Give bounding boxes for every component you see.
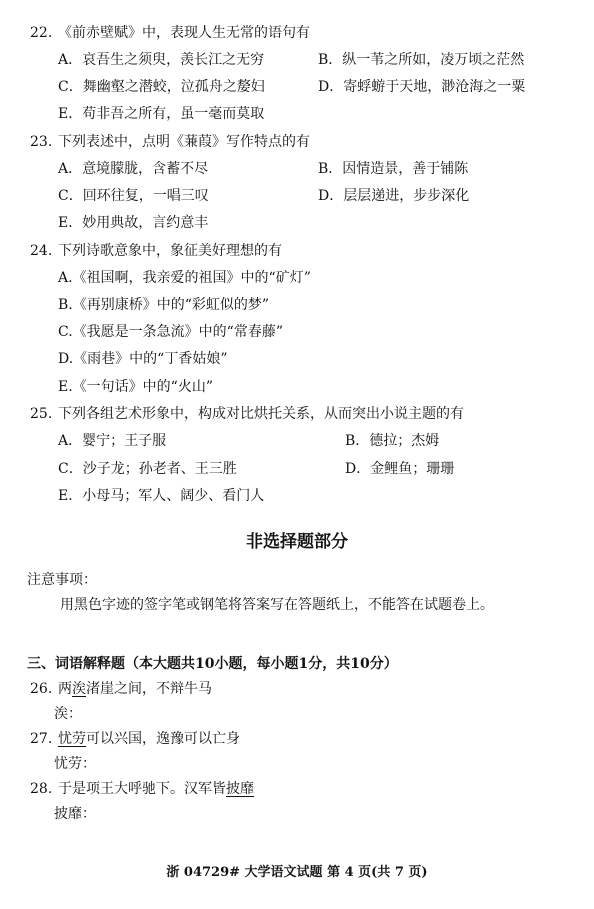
sentence-post: 可以兴国，逸豫可以亡身 bbox=[86, 731, 240, 747]
option-c: C．回环往复，一唱三叹 bbox=[58, 188, 209, 204]
question-25-stem-row bbox=[0, 404, 594, 424]
question-number: 22. bbox=[30, 25, 53, 41]
question-23-stem-row bbox=[0, 132, 594, 152]
question-26-row bbox=[0, 679, 594, 699]
sentence-pre: 两 bbox=[58, 681, 72, 697]
question-25-options-row-1 bbox=[0, 431, 594, 451]
question-23-options-row-1 bbox=[0, 159, 594, 179]
question-number: 26. bbox=[30, 681, 53, 697]
option-c: C．舞幽壑之潜蛟，泣孤舟之嫠妇 bbox=[58, 79, 265, 95]
option-b: B．因情造景，善于铺陈 bbox=[318, 161, 469, 177]
answer-label: 忧劳： bbox=[54, 756, 96, 772]
question-22-options-row-2 bbox=[0, 77, 594, 97]
option-e: E.《一句话》中的“火山” bbox=[58, 379, 213, 395]
question-24-option-b-row bbox=[0, 295, 594, 315]
question-24-option-d-row bbox=[0, 349, 594, 369]
question-24-stem-row bbox=[0, 241, 594, 261]
sentence-pre: 于是项王大呼驰下。汉军皆 bbox=[58, 781, 226, 797]
question-sentence bbox=[58, 682, 212, 696]
option-d: D．寄蜉蝣于天地，渺沧海之一粟 bbox=[318, 79, 526, 95]
question-25-options-row-2 bbox=[0, 459, 594, 479]
option-e: E．妙用典故，言约意丰 bbox=[58, 215, 209, 231]
question-22-options-row-1 bbox=[0, 50, 594, 70]
option-a: A．哀吾生之须臾，羡长江之无穷 bbox=[58, 52, 265, 68]
question-28-row bbox=[0, 779, 594, 799]
section-heading: 三、词语解释题（本大题共10小题，每小题1分，共10分） bbox=[27, 656, 398, 672]
section-heading-row bbox=[0, 654, 594, 674]
question-24-option-a-row bbox=[0, 268, 594, 288]
part-title: 非选择题部分 bbox=[246, 532, 348, 552]
question-22-options-row-3 bbox=[0, 104, 594, 124]
option-d: D.《雨巷》中的“丁香姑娘” bbox=[58, 351, 228, 367]
notes-heading-row bbox=[0, 570, 594, 590]
option-b: B.《再别康桥》中的“彩虹似的梦” bbox=[58, 297, 270, 313]
question-stem: 《前赤壁赋》中，表现人生无常的语句有 bbox=[58, 25, 310, 41]
notes-heading: 注意事项： bbox=[27, 572, 97, 588]
question-stem: 下列诗歌意象中，象征美好理想的有 bbox=[58, 243, 282, 259]
question-number: 25. bbox=[30, 406, 53, 422]
page-footer: 浙 04729# 大学语文试题 第 4 页(共 7 页) bbox=[166, 865, 428, 880]
option-a: A．婴宁；王子服 bbox=[58, 433, 167, 449]
question-27-row bbox=[0, 729, 594, 749]
option-d: D．层层递进，步步深化 bbox=[318, 188, 470, 204]
question-24-option-e-row bbox=[0, 377, 594, 397]
underlined-term: 忧劳 bbox=[58, 731, 86, 747]
question-26-answer-row bbox=[0, 704, 594, 724]
question-23-options-row-3 bbox=[0, 213, 594, 233]
option-b: B．德拉；杰姆 bbox=[345, 433, 440, 449]
question-22-stem-row bbox=[0, 23, 594, 43]
option-a: A.《祖国啊，我亲爱的祖国》中的“矿灯” bbox=[58, 270, 311, 286]
underlined-term: 披靡 bbox=[226, 781, 254, 797]
notes-body: 用黑色字迹的签字笔或钢笔将答案写在答题纸上，不能答在试题卷上。 bbox=[60, 597, 494, 613]
sentence-post: 渚崖之间，不辩牛马 bbox=[86, 681, 212, 697]
answer-label: 涘： bbox=[54, 706, 82, 722]
option-e: E．小母马；军人、阔少、看门人 bbox=[58, 488, 265, 504]
option-c: C.《我愿是一条急流》中的“常春藤” bbox=[58, 324, 283, 340]
option-e: E．苟非吾之所有，虽一毫而莫取 bbox=[58, 106, 265, 122]
question-24-option-c-row bbox=[0, 322, 594, 342]
option-a: A．意境朦胧，含蓄不尽 bbox=[58, 161, 209, 177]
question-sentence bbox=[58, 782, 254, 796]
option-c: C．沙子龙；孙老者、王三胜 bbox=[58, 461, 237, 477]
underlined-term: 涘 bbox=[72, 681, 86, 697]
question-number: 23. bbox=[30, 134, 53, 150]
question-28-answer-row bbox=[0, 804, 594, 824]
question-23-options-row-2 bbox=[0, 186, 594, 206]
question-number: 24. bbox=[30, 243, 53, 259]
question-27-answer-row bbox=[0, 754, 594, 774]
question-25-options-row-3 bbox=[0, 486, 594, 506]
question-stem: 下列各组艺术形象中，构成对比烘托关系，从而突出小说主题的有 bbox=[58, 406, 464, 422]
answer-label: 披靡： bbox=[54, 806, 96, 822]
option-d: D．金鲤鱼；珊珊 bbox=[345, 461, 455, 477]
question-sentence bbox=[58, 732, 240, 746]
notes-body-row bbox=[0, 595, 594, 615]
question-number: 27. bbox=[30, 731, 53, 747]
question-stem: 下列表述中，点明《蒹葭》写作特点的有 bbox=[58, 134, 310, 150]
option-b: B．纵一苇之所如，凌万顷之茫然 bbox=[318, 52, 525, 68]
question-number: 28. bbox=[30, 781, 53, 797]
